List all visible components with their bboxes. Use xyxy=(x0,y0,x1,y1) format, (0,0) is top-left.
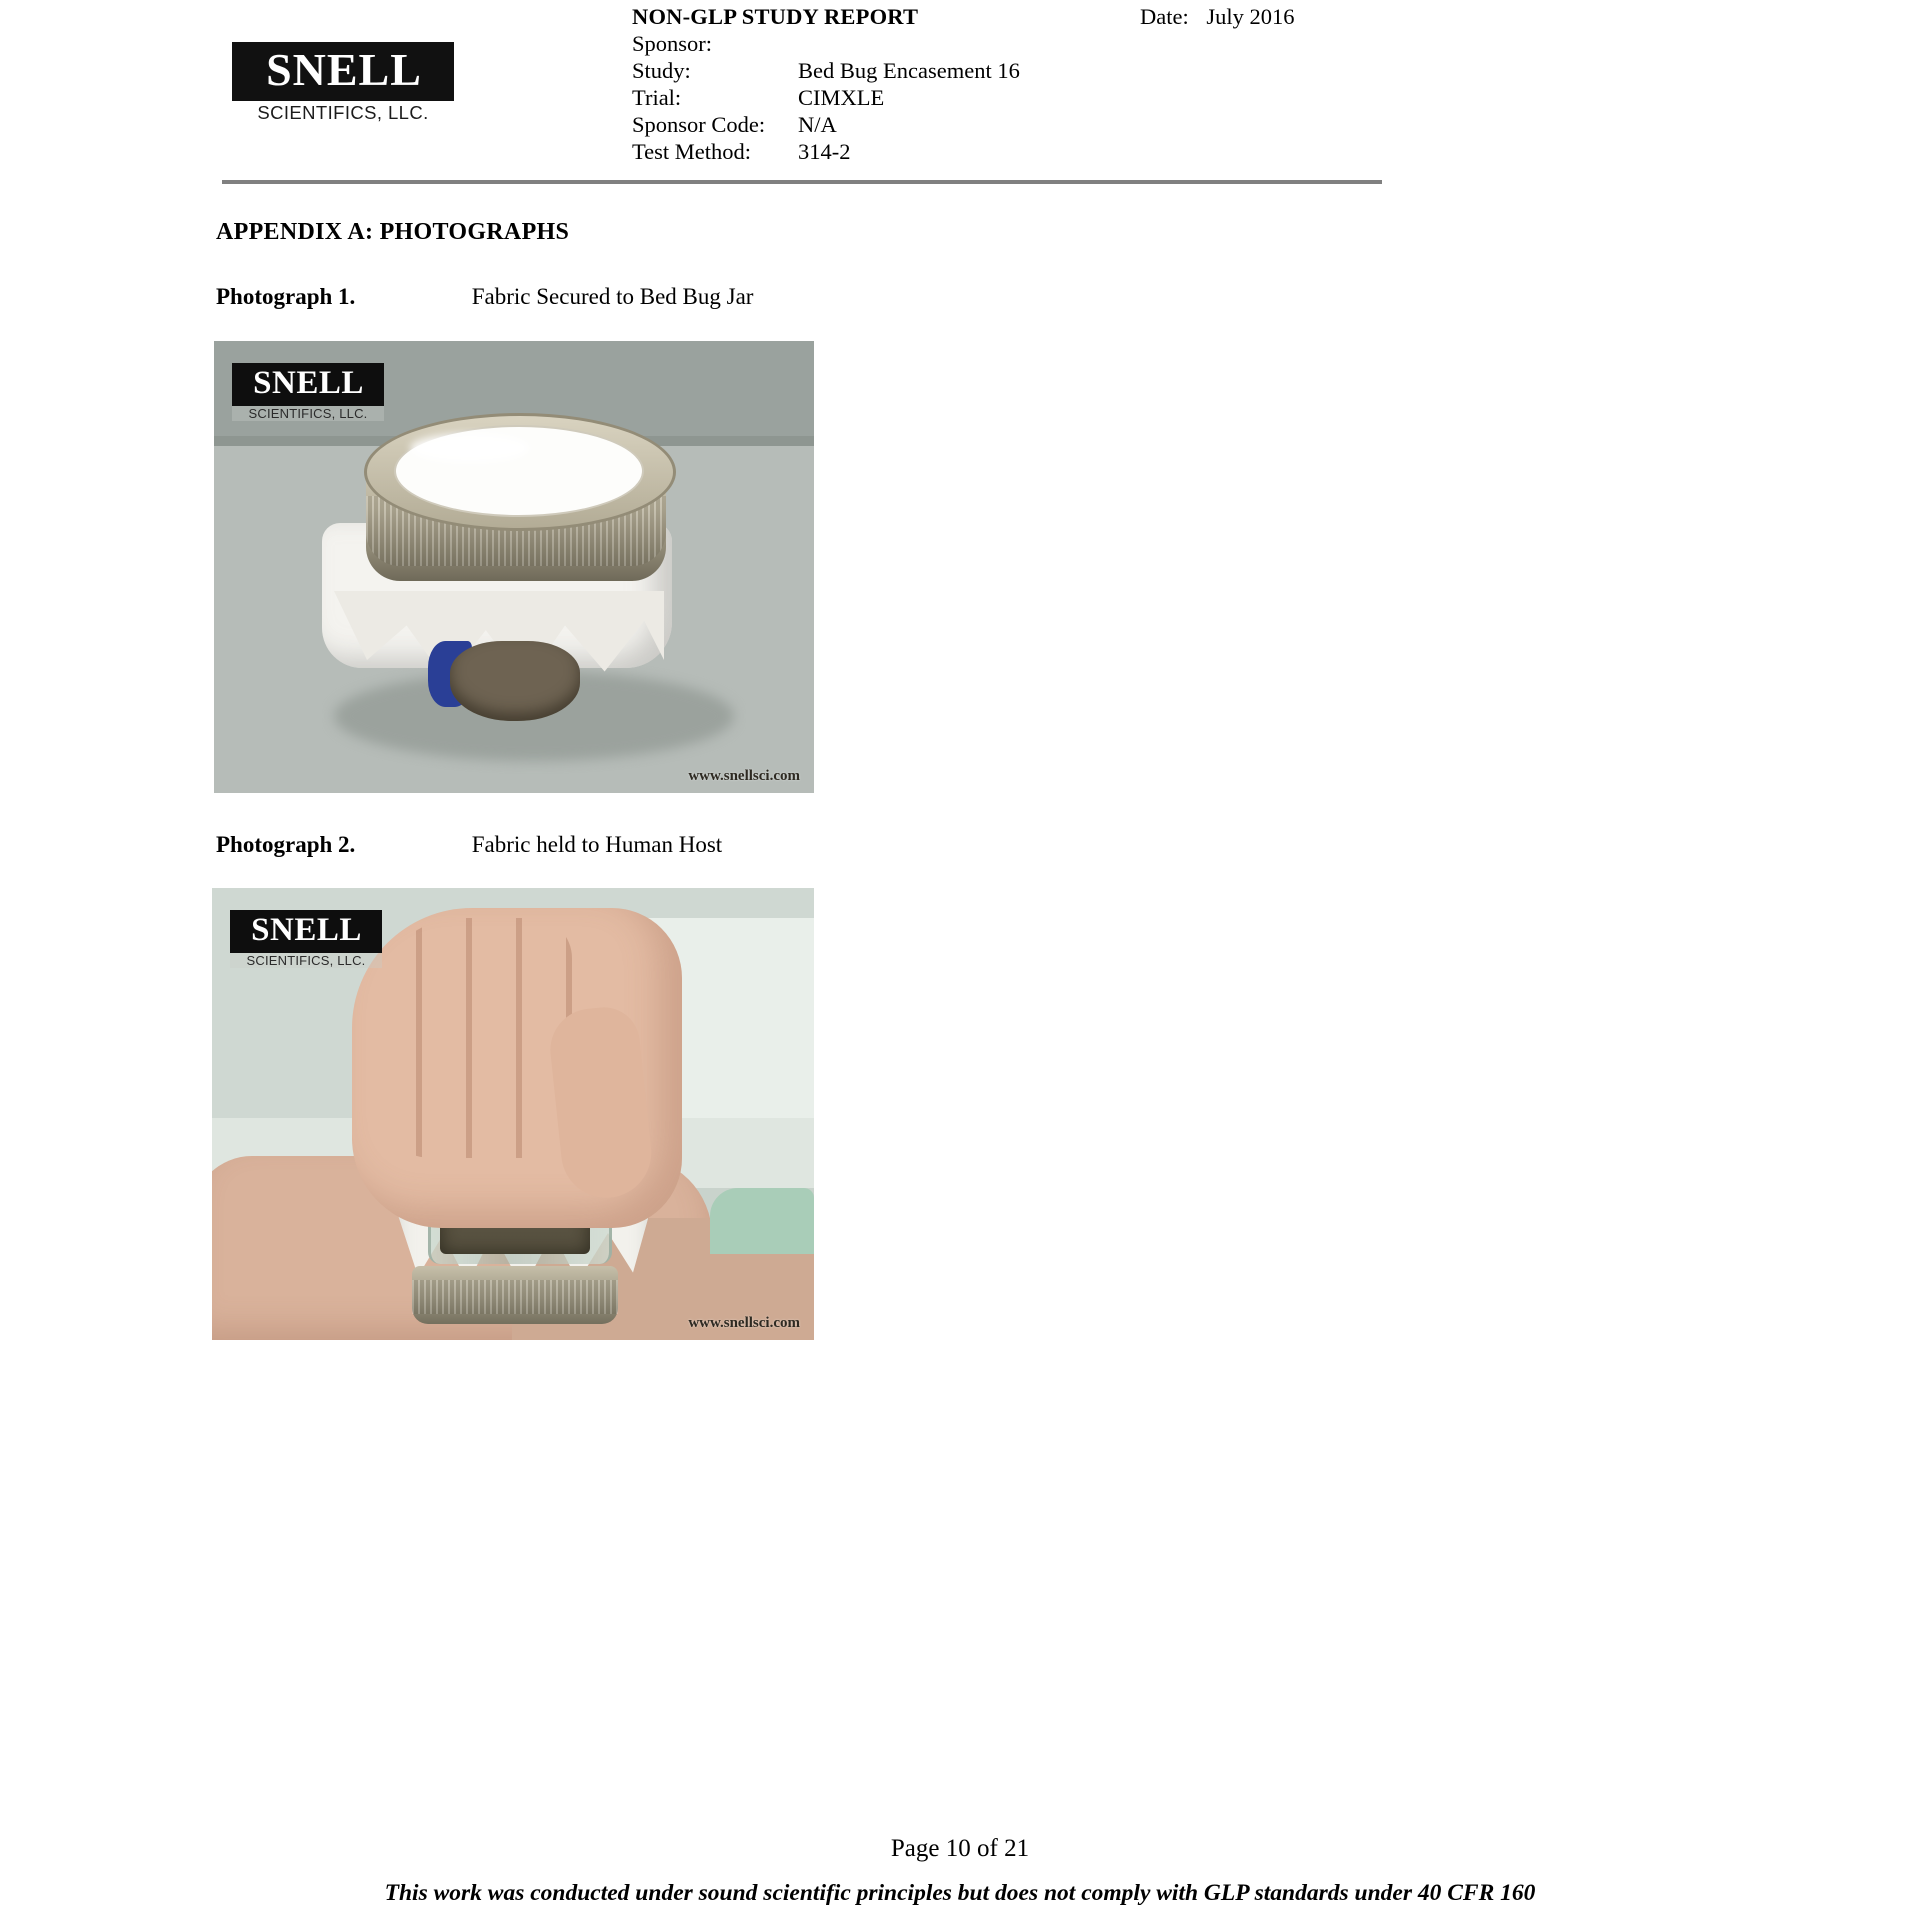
meta-row xyxy=(632,58,1020,85)
photo1-jar-contents xyxy=(450,641,580,721)
photo2-glove xyxy=(710,1188,814,1254)
photograph-1-image xyxy=(214,341,814,793)
photograph-2-description: Fabric held to Human Host xyxy=(471,832,723,857)
meta-label: Test Method: xyxy=(632,139,752,164)
photograph-2-image xyxy=(212,888,814,1340)
snell-logo-subtitle: SCIENTIFICS, LLC. xyxy=(257,101,429,123)
appendix-title: APPENDIX A: PHOTOGRAPHS xyxy=(216,219,570,245)
report-date-value: July 2016 xyxy=(1206,4,1295,29)
photo2-jar-ring-ribs xyxy=(412,1280,618,1314)
photo1-watermark-subtitle: SCIENTIFICS, LLC. xyxy=(232,406,384,421)
meta-value: CIMXLE xyxy=(798,85,885,110)
photograph-1-description: Fabric Secured to Bed Bug Jar xyxy=(471,284,754,309)
photograph-1-caption xyxy=(216,284,753,310)
meta-label: Study: xyxy=(632,58,691,83)
photograph-2-caption xyxy=(216,832,722,858)
meta-label: Sponsor: xyxy=(632,31,713,56)
photo1-watermark-logo xyxy=(232,363,384,421)
photo2-watermark-logo xyxy=(230,910,382,968)
meta-row xyxy=(632,31,1020,58)
photo1-watermark-url: www.snellsci.com xyxy=(688,768,800,784)
report-meta-table xyxy=(632,31,1020,166)
snell-logo-wordmark: SNELL xyxy=(232,42,454,101)
document-header xyxy=(0,0,1920,200)
snell-logo xyxy=(232,42,454,124)
meta-value: N/A xyxy=(798,112,837,137)
photo2-watermark-url: www.snellsci.com xyxy=(688,1315,800,1331)
photo1-highlight xyxy=(410,433,530,463)
meta-label: Sponsor Code: xyxy=(632,112,766,137)
meta-value: 314-2 xyxy=(798,139,851,164)
meta-row xyxy=(632,139,1020,166)
footer-disclaimer: This work was conducted under sound scientific principles but does not comply with GLP standards under 40 CFR 160 xyxy=(384,1880,1536,1906)
photo1-watermark-wordmark: SNELL xyxy=(232,363,384,406)
report-date xyxy=(1140,4,1295,30)
meta-row xyxy=(632,112,1020,139)
meta-value: Bed Bug Encasement 16 xyxy=(798,58,1020,83)
meta-row xyxy=(632,85,1020,112)
photo2-fingers xyxy=(372,918,572,1158)
photograph-1-number: Photograph 1. xyxy=(216,284,356,309)
header-divider xyxy=(222,180,1382,184)
photo2-watermark-subtitle: SCIENTIFICS, LLC. xyxy=(230,953,382,968)
meta-label: Trial: xyxy=(632,85,682,110)
report-date-label: Date: xyxy=(1140,4,1189,29)
photo2-watermark-wordmark: SNELL xyxy=(230,910,382,953)
page-number: Page 10 of 21 xyxy=(890,1835,1030,1862)
photograph-2-number: Photograph 2. xyxy=(216,832,356,857)
report-title: NON-GLP STUDY REPORT xyxy=(632,4,919,29)
